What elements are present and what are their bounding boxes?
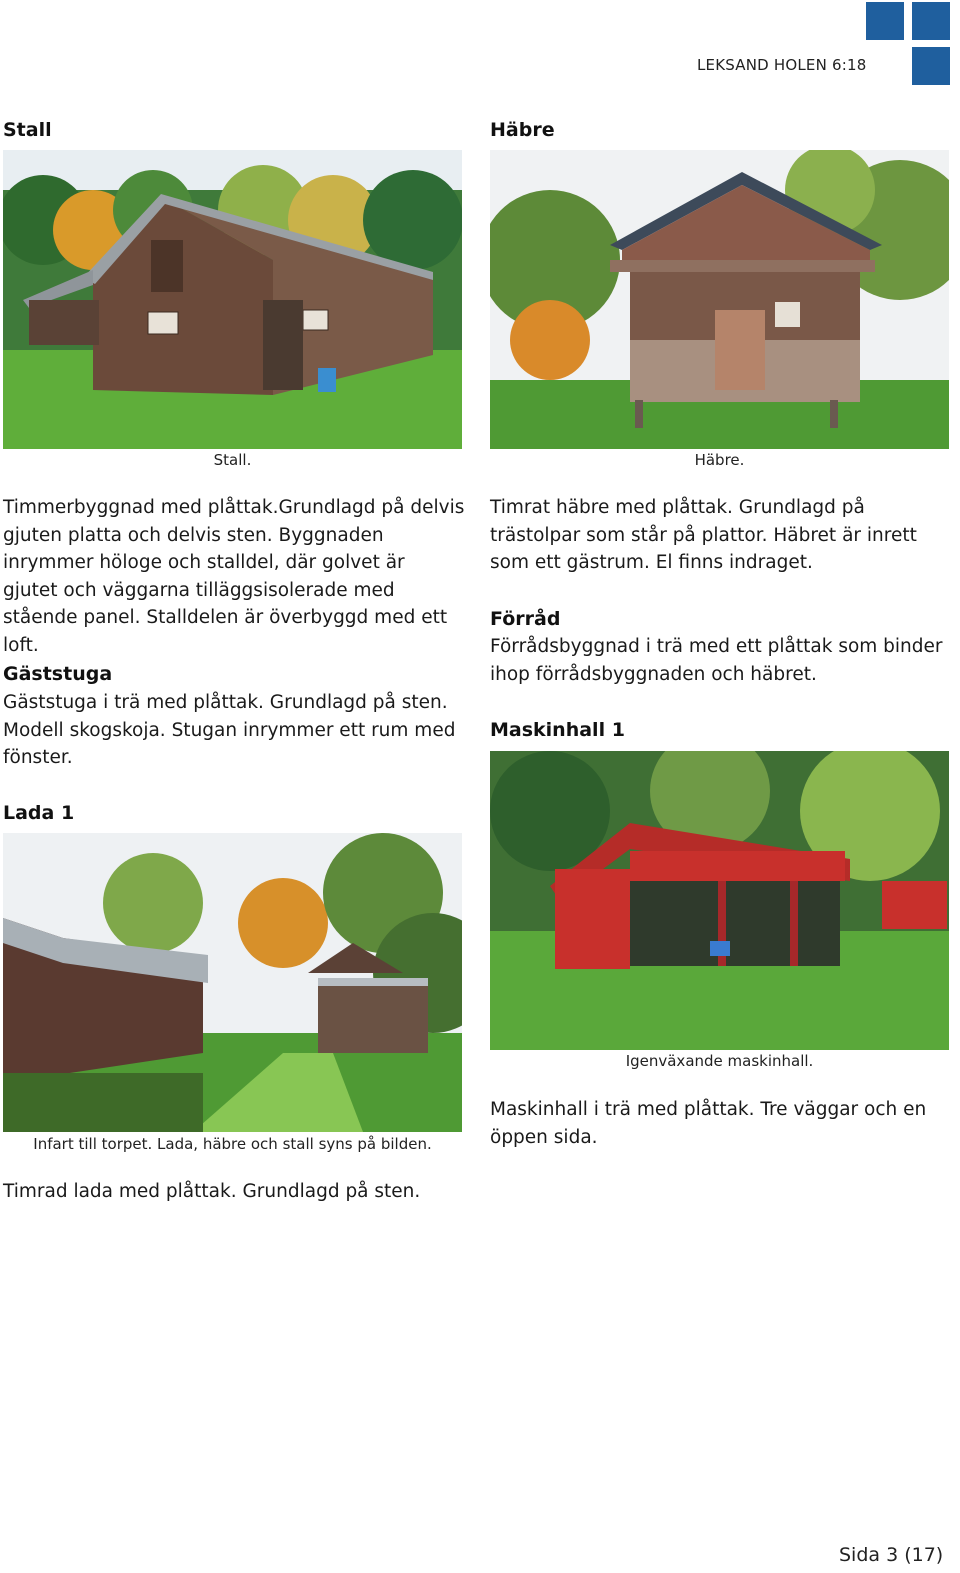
forrad-heading: Förråd bbox=[490, 608, 561, 630]
gaststuga-heading: Gäststuga bbox=[3, 663, 113, 685]
forrad-text: Förrådsbyggnad i trä med ett plåttak som binder ihop förrådsbyggnaden och häbret. bbox=[490, 636, 943, 685]
stall-photo bbox=[3, 150, 462, 449]
gaststuga-text: Gäststuga i trä med plåttak. Grundlagd på sten. Modell skogskoja. Stugan inrymmer ett rum med fönster. bbox=[3, 692, 456, 768]
logo-square-3 bbox=[912, 47, 950, 85]
lada-caption: Infart till torpet. Lada, häbre och stall syns på bilden. bbox=[33, 1135, 432, 1153]
page-number: Sida 3 (17) bbox=[839, 1544, 944, 1566]
lada-heading: Lada 1 bbox=[3, 802, 75, 824]
lada-photo bbox=[3, 833, 462, 1132]
header-title: LEKSAND HOLEN 6:18 bbox=[697, 56, 867, 74]
maskinhall-text: Maskinhall i trä med plåttak. Tre väggar och en öppen sida. bbox=[490, 1099, 927, 1148]
habre-heading: Häbre bbox=[490, 119, 555, 141]
logo-square-2 bbox=[912, 2, 950, 40]
lada-text: Timrad lada med plåttak. Grundlagd på sten. bbox=[3, 1181, 421, 1202]
logo-square-1 bbox=[866, 2, 904, 40]
stall-caption: Stall. bbox=[213, 451, 252, 469]
maskinhall-photo bbox=[490, 751, 949, 1050]
habre-photo bbox=[490, 150, 949, 449]
maskinhall-caption: Igenväxande maskinhall. bbox=[625, 1052, 814, 1070]
stall-text: Timmerbyggnad med plåttak.Grundlagd på delvis gjuten platta och delvis sten. Byggnaden inrymmer hölоge och stalldel, där golvet är gjutet och väggarna tilläggsisolerade med stående panel. Stalldelen är överbyggd med ett loft. bbox=[3, 497, 465, 656]
habre-text: Timrat häbre med plåttak. Grundlagd på trästolpar som står på plattor. Häbret är inrett som ett gästrum. El finns indraget. bbox=[490, 497, 917, 573]
stall-heading: Stall bbox=[3, 119, 52, 141]
habre-caption: Häbre. bbox=[694, 451, 745, 469]
maskinhall-heading: Maskinhall 1 bbox=[490, 719, 625, 741]
